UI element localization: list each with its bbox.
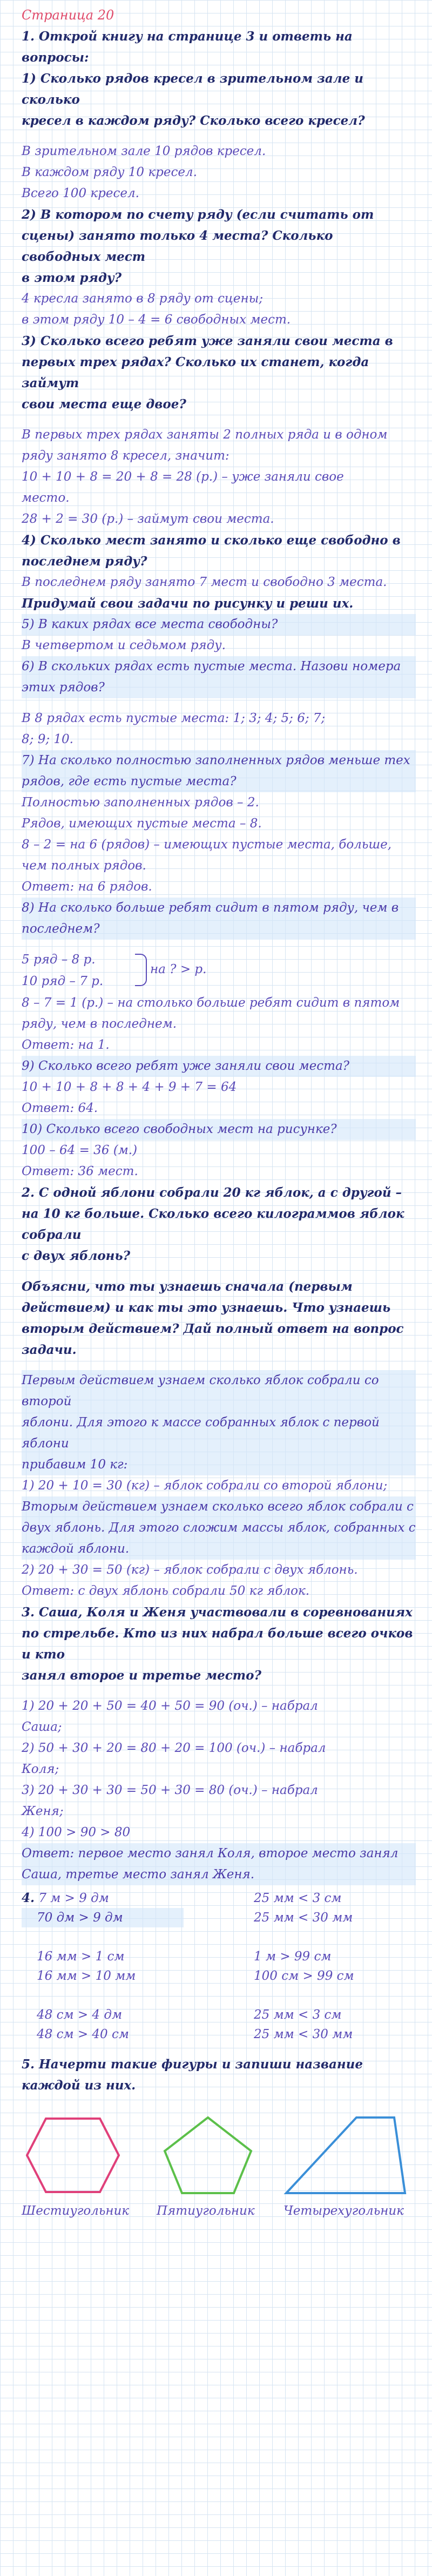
task1-a1-line2: В каждом ряду 10 кресел. [22, 165, 197, 179]
pentagon-shape [165, 2118, 251, 2193]
task1-a7-line5: Ответ: на 6 рядов. [22, 880, 152, 894]
task1-a3-line3: 10 + 10 + 8 = 20 + 8 = 28 (р.) – уже заняли свое [22, 470, 344, 484]
task1-own-tasks: Придумай свои задачи по рисунку и реши их. [22, 596, 354, 611]
task4-r5-right: 100 см > 99 см [254, 1969, 354, 1983]
task1-a7-line3: 8 – 2 = на 6 (рядов) – имеющих пустые места, больше, [22, 838, 392, 852]
task3-a-line5: 3) 20 + 30 + 30 = 50 + 30 = 80 (оч.) – набрал [22, 1783, 318, 1797]
task4-r4-left: 16 мм > 1 см [37, 1950, 125, 1964]
pentagon-figure [159, 2112, 256, 2199]
task4-r2-right: 25 мм < 30 мм [254, 1911, 353, 1925]
page-title: Страница 20 [22, 8, 114, 23]
task4-comparisons [22, 1889, 416, 2044]
task1-q6-line2: этих рядов? [22, 677, 416, 698]
task3-heading-line1: 3. Саша, Коля и Женя участвовали в соревнованиях [22, 1605, 413, 1620]
task3-a-line4: Коля; [22, 1762, 59, 1776]
task1-q10: 10) Сколько всего свободных мест на рисунке? [22, 1119, 416, 1140]
task1-a2-line1: 4 кресла занято в 8 ряду от сцены; [22, 292, 264, 306]
task2-a-line3: прибавим 10 кг: [22, 1454, 416, 1475]
task2-explain-line1: Объясни, что ты узнаешь сначала (первым [22, 1279, 353, 1294]
task4-r5-left: 16 мм > 10 мм [37, 1969, 136, 1983]
task1-a10-line1: 100 – 64 = 36 (м.) [22, 1143, 138, 1157]
task1-a7-line2: Рядов, имеющих пустые места – 8. [22, 817, 262, 831]
task1-q2-line1: 2) В котором по счету ряду (если считать от [22, 207, 374, 222]
task3-a-line3: 2) 50 + 30 + 20 = 80 + 20 = 100 (оч.) – набрал [22, 1741, 326, 1755]
task1-q2-line3: в этом ряду? [22, 271, 122, 285]
task1-a8-row10: 10 ряд – 7 р. [22, 974, 104, 988]
task2-a-line9: Ответ: с двух яблонь собрали 50 кг яблок. [22, 1584, 310, 1598]
quadrilateral-shape [286, 2118, 405, 2193]
task1-a4-line1: В последнем ряду занято 7 мест и свободно 3 места. [22, 575, 387, 589]
task1-a1-line1: В зрительном зале 10 рядов кресел. [22, 144, 266, 158]
task4-r3-right [254, 1927, 416, 1947]
page [22, 0, 416, 2236]
task1-q3-line1: 3) Сколько всего ребят уже заняли свои места в [22, 334, 393, 348]
task1-a5: В четвертом и седьмом ряду. [22, 638, 226, 652]
task1-a8-question: на ? > р. [150, 962, 207, 976]
task5-figures [22, 2112, 416, 2236]
task2-heading-line1: 2. С одной яблони собрали 20 кг яблок, а с другой – [22, 1185, 402, 1200]
task1-a2-line2: в этом ряду 10 – 4 = 6 свободных мест. [22, 313, 291, 327]
task3-a-line6: Женя; [22, 1804, 64, 1818]
task4-r7-left: 48 см > 4 дм [37, 2008, 123, 2022]
task1-q7-line2: рядов, где есть пустые места? [22, 771, 416, 792]
task3-a-line1: 1) 20 + 20 + 50 = 40 + 50 = 90 (оч.) – набрал [22, 1699, 318, 1713]
quadrilateral-figure [281, 2112, 410, 2199]
task2-a-line7: каждой яблони. [22, 1539, 416, 1560]
task4-r1-left-text: 7 м > 9 дм [38, 1891, 109, 1905]
task2-a-line4: 1) 20 + 10 = 30 (кг) – яблок собрали со второй яблони; [22, 1479, 388, 1493]
hexagon-shape [27, 2119, 119, 2192]
task1-q6-line1: 6) В скольких рядах есть пустые места. Назови номера [22, 656, 416, 677]
task2-heading-line2: на 10 кг больше. Сколько всего килограммов яблок собрали [22, 1206, 404, 1242]
task1-a3-line4: место. [22, 491, 70, 505]
quadrilateral-label: Четырехугольник [284, 2204, 404, 2218]
task1-a8-scheme [22, 949, 416, 993]
task1-a8-row5: 5 ряд – 8 р. [22, 953, 96, 967]
task1-a7-line4: чем полных рядов. [22, 859, 146, 873]
task2-a-line6: двух яблонь. Для этого сложим массы яблок, собранных с [22, 1518, 416, 1539]
task1-q8-line2: последнем? [22, 919, 416, 940]
task2-explain-line3: вторым действием? Дай полный ответ на вопрос [22, 1321, 404, 1336]
task3-a-line8: Ответ: первое место занял Коля, второе место занял [22, 1843, 416, 1864]
task1-a3-line1: В первых трех рядах заняты 2 полных ряда и в одном [22, 428, 388, 442]
task1-a7-line1: Полностью заполненных рядов – 2. [22, 795, 259, 810]
task3-a-line2: Саша; [22, 1720, 62, 1734]
task1-a9-line2: Ответ: 64. [22, 1101, 98, 1115]
task2-a-line8: 2) 20 + 30 = 50 (кг) – яблок собрали с двух яблонь. [22, 1563, 358, 1577]
task1-a10-line2: Ответ: 36 мест. [22, 1164, 138, 1178]
brace-icon [135, 954, 147, 986]
task5-heading-line1: 5. Начерти такие фигуры и запиши название [22, 2057, 363, 2072]
task1-q2-line2: сцены) занято только 4 места? Сколько свободных мест [22, 228, 333, 264]
task4-r3-left [22, 1927, 184, 1947]
task1-q9: 9) Сколько всего ребят уже заняли свои места? [22, 1056, 416, 1077]
pentagon-label: Пятиугольник [157, 2204, 255, 2218]
task4-r8-right: 25 мм < 30 мм [254, 2027, 353, 2041]
task1-q7-line1: 7) На сколько полностью заполненных рядов меньше тех [22, 750, 416, 771]
task3-heading-line2: по стрельбе. Кто из них набрал больше всего очков и кто [22, 1626, 413, 1662]
task1-a3-line2: ряду занято 8 кресел, значит: [22, 449, 230, 463]
task4-r4-right: 1 м > 99 см [254, 1950, 332, 1964]
task4-r1-right: 25 мм < 3 см [254, 1891, 342, 1905]
task1-a9-line1: 10 + 10 + 8 + 8 + 4 + 9 + 7 = 64 [22, 1080, 237, 1094]
task1-q1-line2: кресел в каждом ряду? Сколько всего кресел? [22, 113, 365, 128]
task2-explain-line4: задачи. [22, 1343, 77, 1357]
task4-r2-left [22, 1908, 184, 1927]
task4-label: 4. [22, 1891, 35, 1905]
task1-q4-line2: последнем ряду? [22, 554, 147, 569]
task1-a8-line2: ряду, чем в последнем. [22, 1017, 177, 1031]
task1-a8-line3: Ответ: на 1. [22, 1038, 110, 1052]
task4-r8-left: 48 см > 40 см [37, 2027, 129, 2041]
task3-a-line9: Саша, третье место занял Женя. [22, 1864, 416, 1885]
task2-a-line1: Первым действием узнаем сколько яблок собрали со второй [22, 1370, 416, 1412]
task1-heading: 1. Открой книгу на странице 3 и ответь на вопросы: [22, 29, 353, 65]
task1-a6-line1: В 8 рядах есть пустые места: 1; 3; 4; 5; 6; 7; [22, 711, 326, 725]
task4-r6-right [254, 1986, 416, 2005]
task1-a8-line1: 8 – 7 = 1 (р.) – на столько больше ребят сидит в пятом [22, 996, 400, 1010]
task1-q8-line1: 8) На сколько больше ребят сидит в пятом ряду, чем в [22, 898, 416, 919]
task1-a6-line2: 8; 9; 10. [22, 732, 73, 746]
hexagon-figure [22, 2112, 124, 2199]
task2-explain-line2: действием) и как ты это узнаешь. Что узнаешь [22, 1300, 391, 1315]
hexagon-label: Шестиугольник [22, 2204, 130, 2218]
task3-heading-line3: занял второе и третье место? [22, 1668, 261, 1683]
task1-q3-line2: первых трех рядах? Сколько их станет, когда займут [22, 355, 369, 390]
task1-q5: 5) В каких рядах все места свободны? [22, 614, 416, 635]
task3-a-line7: 4) 100 > 90 > 80 [22, 1825, 131, 1839]
task1-q4-line1: 4) Сколько мест занято и сколько еще свободно в [22, 533, 401, 548]
task5-heading-line2: каждой из них. [22, 2078, 136, 2093]
task1-a3-line5: 28 + 2 = 30 (р.) – займут свои места. [22, 512, 274, 526]
task1-a1-line3: Всего 100 кресел. [22, 186, 139, 200]
task1-q3-line3: свои места еще двое? [22, 397, 186, 412]
task2-a-line5: Вторым действием узнаем сколько всего яблок собрали с [22, 1496, 416, 1518]
task2-heading-line3: с двух яблонь? [22, 1249, 131, 1263]
task4-r2-left-text: 70 дм > 9 дм [37, 1911, 123, 1925]
task4-r1-left [22, 1889, 184, 1908]
task1-q1-line1: 1) Сколько рядов кресел в зрительном зале и сколько [22, 71, 363, 107]
task2-a-line2: яблони. Для этого к массе собранных яблок с первой яблони [22, 1412, 416, 1454]
task4-r6-left [22, 1986, 184, 2005]
task4-r7-right: 25 мм < 3 см [254, 2008, 342, 2022]
